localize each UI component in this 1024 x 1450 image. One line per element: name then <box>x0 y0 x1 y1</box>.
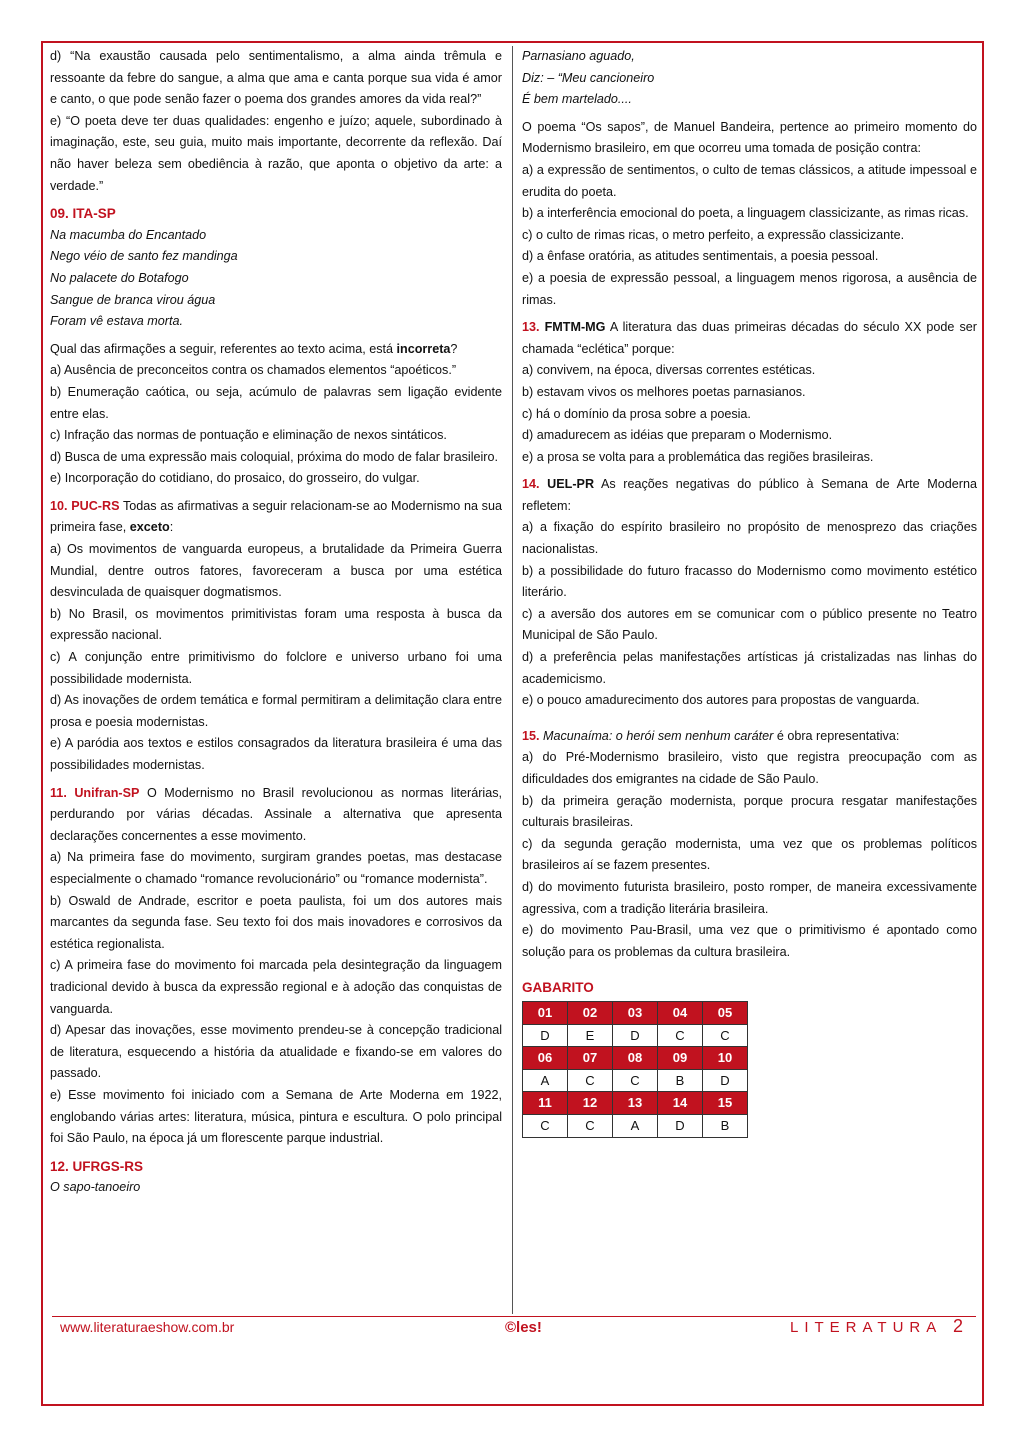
q12-option-b: b) a interferência emocional do poeta, a linguagem classicizante, as rimas ricas. <box>522 206 969 221</box>
q12-option-c: c) o culto de rimas ricas, o metro perfeito, a expressão classicizante. <box>522 227 905 242</box>
q15-number: 15. <box>522 728 540 743</box>
q11-option-b: b) Oswald de Andrade, escritor e poeta paulista, foi um dos autores mais marcantes da segunda fase. Seu texto foi dos mais inovadores e corrosivos da estética regionalista. <box>50 893 502 951</box>
answer-cell: B <box>703 1114 748 1137</box>
answer-cell: D <box>523 1024 568 1047</box>
q10-option-d: d) As inovações de ordem temática e formal permitiram a delimitação clara entre prosa e poesia modernistas. <box>50 693 502 729</box>
question-number: 10 <box>703 1047 748 1070</box>
poem-line: Parnasiano aguado, <box>522 49 635 63</box>
q15-option-e: e) do movimento Pau-Brasil, uma vez que o primitivismo é apontado como solução para os problemas da cultura brasileira. <box>522 923 977 959</box>
q14-option-b: b) a possibilidade do futuro fracasso do Modernismo como movimento estético literário. <box>522 563 977 600</box>
gabarito-title: GABARITO <box>522 980 594 996</box>
poem-line: Foram vê estava morta. <box>50 314 183 329</box>
q15-book-title: Macunaíma: o herói sem nenhum caráter <box>543 728 774 743</box>
footer-subject: LITERATURA <box>790 1319 943 1336</box>
q14-stem-text: As reações negativas do público à Semana de Arte Moderna refletem: <box>522 477 978 513</box>
q09-stem-end: ? <box>450 341 458 356</box>
q13-option-a: a) convivem, na época, diversas correntes estéticas. <box>522 363 816 378</box>
q13-option-d: d) amadurecem as idéias que preparam o Modernismo. <box>522 428 833 443</box>
q09-stem <box>50 339 502 361</box>
q12-poem <box>522 46 977 111</box>
q15-option-d: d) do movimento futurista brasileiro, posto romper, de maneira excessivamente agressiva, com a tradição literária brasileira. <box>522 879 977 916</box>
answer-cell: C <box>568 1114 613 1137</box>
q09-option-b: b) Enumeração caótica, ou seja, acúmulo de palavras sem ligação evidente entre elas. <box>50 384 502 421</box>
q14-source: UEL-PR <box>547 477 595 492</box>
answer-cell: C <box>523 1114 568 1137</box>
q11-stem <box>50 783 502 848</box>
answer-cell: D <box>613 1024 658 1047</box>
q11-option-a: a) Na primeira fase do movimento, surgiram grandes poetas, mas destacase especialmente o chamado “romance revolucionário” ou “romance modernista”. <box>50 850 502 886</box>
gabarito-number-row <box>523 1047 748 1070</box>
right-column <box>522 46 977 1138</box>
q13-number: 13. <box>522 320 540 335</box>
q11-option-c: c) A primeira fase do movimento foi marcada pela desintegração da linguagem tradicional devido à busca da expressão regional e à adoção das conquistas de vanguarda. <box>50 958 502 1016</box>
poem-line: Na macumba do Encantado <box>50 227 207 242</box>
answer-cell: C <box>703 1024 748 1047</box>
q10-stem-text: Todas as afirmativas a seguir relacionam-se ao Modernismo na sua primeira fase, <box>50 498 502 535</box>
q10-option-a: a) Os movimentos de vanguarda europeus, a brutalidade da Primeira Guerra Mundial, dentre outros fatores, favoreceram a busca por uma estética desvinculada de quaisquer dogmatismos. <box>50 542 502 600</box>
q14-option-e: e) o pouco amadurecimento dos autores para propostas de vanguarda. <box>522 693 920 708</box>
q09-stem-bold: incorreta <box>396 341 451 356</box>
q10-heading: 10. PUC-RS <box>50 498 120 513</box>
q13-option-c: c) há o domínio da prosa sobre a poesia. <box>522 406 751 421</box>
question-number: 08 <box>613 1047 658 1070</box>
poem-line: No palacete do Botafogo <box>50 270 189 285</box>
q09-option-a: a) Ausência de preconceitos contra os chamados elementos “apoéticos.” <box>50 363 457 378</box>
q09-option-c: c) Infração das normas de pontuação e eliminação de nexos sintáticos. <box>50 428 447 443</box>
q14-option-a: a) a fixação do espírito brasileiro no propósito de menosprezo das criações nacionalistas. <box>522 520 977 557</box>
poem-line: Nego véio de santo fez mandinga <box>50 249 238 264</box>
answer-cell: C <box>613 1069 658 1092</box>
q10-option-c: c) A conjunção entre primitivismo do folclore e universo urbano foi uma possibilidade modernista. <box>50 650 502 686</box>
question-number: 12 <box>568 1092 613 1115</box>
q15-stem <box>522 726 977 748</box>
q14-number: 14. <box>522 477 540 492</box>
question-number: 07 <box>568 1047 613 1070</box>
q13-stem <box>522 317 977 360</box>
question-number: 05 <box>703 1001 748 1024</box>
q12-poem-title: O sapo-tanoeiro <box>50 1180 141 1195</box>
gabarito-answer-row <box>523 1024 748 1047</box>
q10-stem <box>50 496 502 539</box>
left-column <box>50 46 502 1199</box>
gabarito-table <box>522 1001 748 1138</box>
answer-cell: A <box>523 1069 568 1092</box>
q10-stem-end: : <box>169 520 174 535</box>
answer-cell: A <box>613 1114 658 1137</box>
q10-stem-bold: exceto <box>129 520 170 535</box>
q13-source: FMTM-MG <box>544 320 606 335</box>
q12-heading: 12. UFRGS-RS <box>50 1158 144 1174</box>
q15-option-b: b) da primeira geração modernista, porque procura resgatar manifestações culturais brasileiras. <box>522 793 977 830</box>
poem-line: É bem martelado.... <box>522 92 632 107</box>
q11-option-d: d) Apesar das inovações, esse movimento prendeu-se à concepção tradicional de literatura, esquecendo a história da atualidade e fixando-se em valores do passado. <box>50 1023 502 1081</box>
footer-author: ©les! <box>505 1319 542 1336</box>
question-number: 09 <box>658 1047 703 1070</box>
gabarito-number-row <box>523 1001 748 1024</box>
q11-heading: 11. Unifran-SP <box>50 785 140 800</box>
q12-stem: O poema “Os sapos”, de Manuel Bandeira, pertence ao primeiro momento do Modernismo brasileiro, em que ocorreu uma tomada de posição contra: <box>522 119 977 156</box>
q12-option-e: e) a poesia de expressão pessoal, a linguagem menos rigorosa, a ausência de rimas. <box>522 270 977 307</box>
answer-cell: B <box>658 1069 703 1092</box>
q13-option-e: e) a prosa se volta para a problemática das regiões brasileiras. <box>522 449 874 464</box>
answer-cell: E <box>568 1024 613 1047</box>
question-number: 06 <box>523 1047 568 1070</box>
q15-stem-text: é obra representativa: <box>773 728 900 743</box>
gabarito-number-row <box>523 1092 748 1115</box>
question-number: 15 <box>703 1092 748 1115</box>
answer-cell: D <box>658 1114 703 1137</box>
q09-option-d: d) Busca de uma expressão mais coloquial, próxima do modo de falar brasileiro. <box>50 449 499 464</box>
q09-heading: 09. ITA-SP <box>50 206 116 222</box>
q11-option-e: e) Esse movimento foi iniciado com a Semana de Arte Moderna em 1922, englobando várias artes: literatura, música, pintura e escultura. O polo principal foi São Paulo, na época já um florescente parque industrial. <box>50 1087 502 1146</box>
q13-option-b: b) estavam vivos os melhores poetas parnasianos. <box>522 384 806 399</box>
page-number: 2 <box>953 1316 964 1336</box>
q09-stem-text: Qual das afirmações a seguir, referentes ao texto acima, está <box>50 341 397 356</box>
question-number: 14 <box>658 1092 703 1115</box>
q15-option-c: c) da segunda geração modernista, uma vez que os problemas políticos brasileiros aí se fazem presentes. <box>522 836 977 873</box>
question-number: 04 <box>658 1001 703 1024</box>
q12-option-d: d) a ênfase oratória, as atitudes sentimentais, a poesia pessoal. <box>522 249 879 264</box>
q09-poem <box>50 225 502 333</box>
question-number: 13 <box>613 1092 658 1115</box>
poem-line: Diz: – “Meu cancioneiro <box>522 70 655 85</box>
q10-option-b: b) No Brasil, os movimentos primitivistas foram uma resposta à busca da expressão nacional. <box>50 606 502 643</box>
q09-option-e: e) Incorporação do cotidiano, do prosaico, do grosseiro, do vulgar. <box>50 471 420 486</box>
footer-divider <box>52 1316 976 1317</box>
q13-stem-text: A literatura das duas primeiras décadas do século XX pode ser chamada “eclética” porque: <box>522 320 977 356</box>
q08-option-d: d) “Na exaustão causada pelo sentimentalismo, a alma ainda trêmula e ressoante da febre do sangue, a alma que ama e canta porque sua vida é amor e canto, o que pode senão fazer o poema dos grandes amores da vida real?” <box>50 49 502 107</box>
answer-cell: C <box>658 1024 703 1047</box>
q14-option-d: d) a preferência pelas manifestações artísticas já cristalizadas nas linhas do academicismo. <box>522 650 977 686</box>
answer-cell: C <box>568 1069 613 1092</box>
q10-option-e: e) A paródia aos textos e estilos consagrados da literatura brasileira é uma das possibilidades modernistas. <box>50 736 502 772</box>
gabarito-answer-row <box>523 1114 748 1137</box>
gabarito-answer-row <box>523 1069 748 1092</box>
question-number: 01 <box>523 1001 568 1024</box>
question-number: 11 <box>523 1092 568 1115</box>
q14-stem <box>522 474 977 517</box>
q08-option-e: e) “O poeta deve ter duas qualidades: engenho e juízo; aquele, subordinado à imaginação, este, seu guia, muito mais importante, decorrente da reflexão. Daí não haver beleza sem obediência à razão, que aponta o objetivo da arte: a verdade.” <box>50 113 502 193</box>
answer-cell: D <box>703 1069 748 1092</box>
q14-option-c: c) a aversão dos autores em se comunicar com o público presente no Teatro Municipal de São Paulo. <box>522 606 977 643</box>
q12-option-a: a) a expressão de sentimentos, o culto de temas clássicos, a atitude impessoal e erudita do poeta. <box>522 162 977 199</box>
footer-website-link[interactable]: www.literaturaeshow.com.br <box>60 1319 235 1335</box>
q11-stem-text: O Modernismo no Brasil revolucionou as normas literárias, perdurando por várias décadas. Assinale a alternativa que apresenta declarações concernentes a esse movimento. <box>50 785 503 843</box>
column-divider <box>512 46 513 1314</box>
question-number: 03 <box>613 1001 658 1024</box>
poem-line: Sangue de branca virou água <box>50 292 216 307</box>
question-number: 02 <box>568 1001 613 1024</box>
q15-option-a: a) do Pré-Modernismo brasileiro, visto que registra preocupação com as dificuldades dos emigrantes na cidade de São Paulo. <box>522 750 977 786</box>
